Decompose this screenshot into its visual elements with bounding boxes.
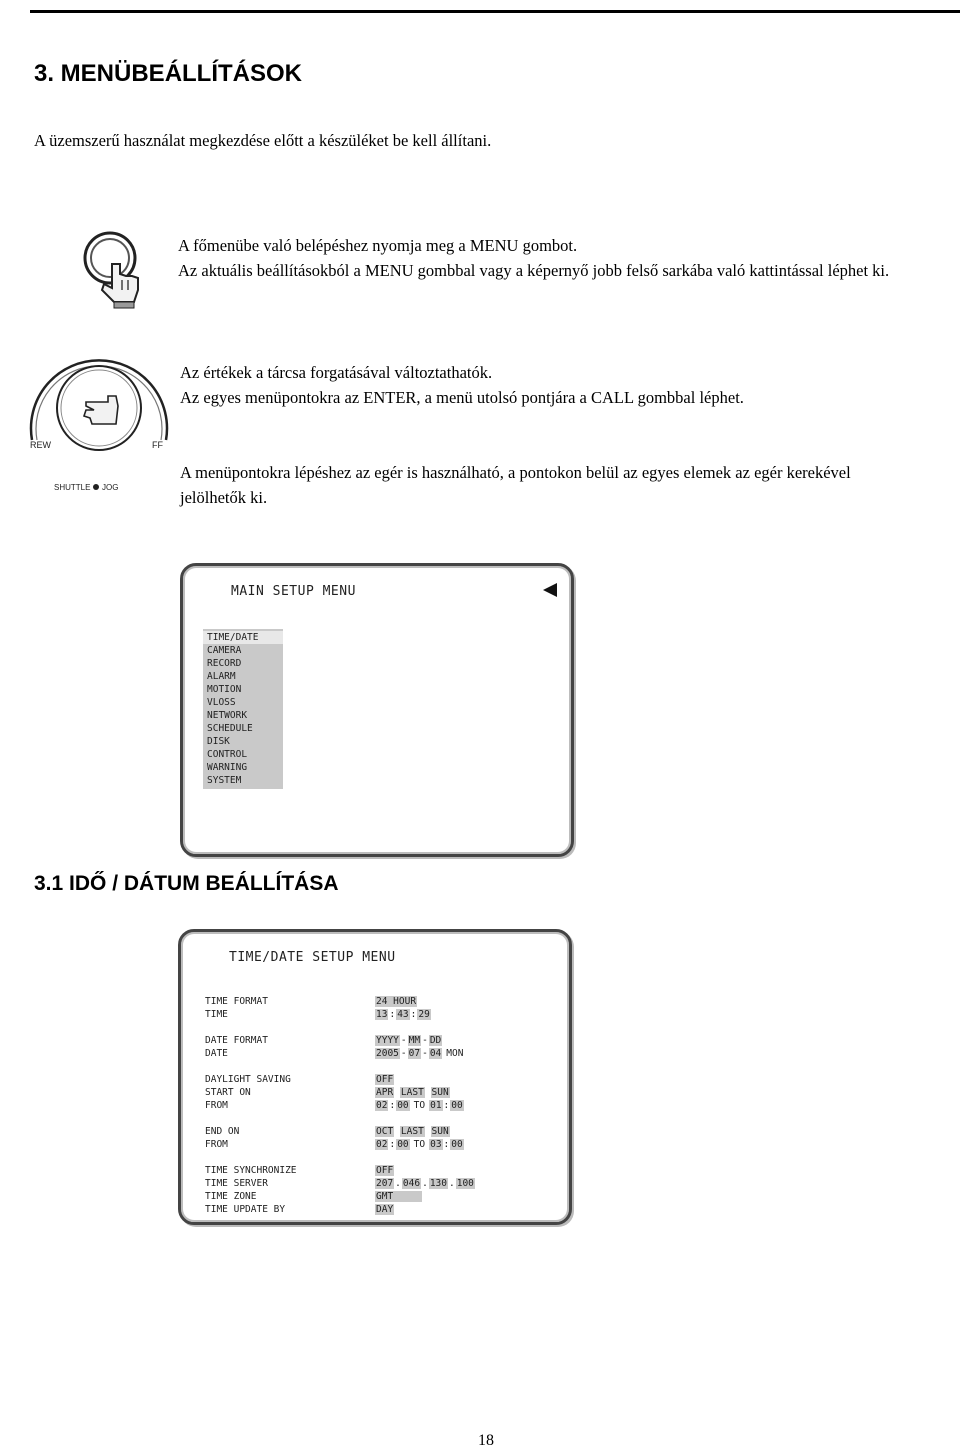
main-menu-title: MAIN SETUP MENU	[231, 584, 356, 599]
menu-item-warning[interactable]: WARNING	[207, 762, 248, 773]
to-end-minute[interactable]: 00	[451, 1139, 463, 1150]
rew-label: REW	[30, 440, 51, 450]
page-number: 18	[478, 1432, 494, 1449]
start-day[interactable]: SUN	[431, 1087, 449, 1098]
zone-value[interactable]: GMT	[376, 1191, 394, 1202]
block1-line2: Az aktuális beállításokból a MENU gombbal vagy a képernyő jobb felső sarkába való kattintással léphet ki.	[178, 261, 890, 280]
menu-item-vloss[interactable]: VLOSS	[207, 697, 236, 708]
to-start-label: TO	[413, 1100, 426, 1111]
date-year[interactable]: 2005	[376, 1048, 399, 1059]
page-heading: 3. MENÜBEÁLLÍTÁSOK	[34, 60, 303, 87]
main-setup-menu-screen	[180, 563, 574, 857]
menu-item-network[interactable]: NETWORK	[207, 710, 248, 721]
main-menu-list	[203, 629, 283, 789]
time-second[interactable]: 29	[418, 1009, 430, 1020]
date-month[interactable]: 07	[408, 1048, 421, 1059]
date-format-year[interactable]: YYYY	[376, 1035, 399, 1046]
block2-line1: Az értékek a tárcsa forgatásával változtathatók.	[180, 363, 493, 382]
menu-item-system[interactable]: SYSTEM	[207, 775, 242, 786]
time-label: TIME	[205, 1009, 228, 1020]
time-minute[interactable]: 43	[397, 1009, 409, 1020]
time-format-value[interactable]: 24 HOUR	[376, 996, 417, 1007]
jog-label: JOG	[102, 483, 119, 492]
date-weekday: MON	[446, 1048, 464, 1059]
to-start-minute[interactable]: 00	[451, 1100, 463, 1111]
sync-label: TIME SYNCHRONIZE	[205, 1165, 297, 1176]
back-arrow-icon[interactable]	[543, 583, 557, 597]
update-label: TIME UPDATE BY	[205, 1204, 286, 1215]
menu-item-motion[interactable]: MOTION	[207, 684, 242, 695]
zone-label: TIME ZONE	[205, 1191, 257, 1202]
jog-dial-icon	[24, 330, 174, 500]
daylight-value[interactable]: OFF	[376, 1074, 394, 1085]
server-label: TIME SERVER	[205, 1178, 268, 1189]
ff-label: FF	[152, 440, 163, 450]
time-format-label: TIME FORMAT	[205, 996, 268, 1007]
block1-line1: A főmenübe való belépéshez nyomja meg a MENU gombot.	[178, 236, 578, 255]
menu-item-disk[interactable]: DISK	[207, 736, 230, 747]
end-on-label: END ON	[205, 1126, 240, 1137]
from-end-label: FROM	[205, 1139, 228, 1150]
start-on-label: START ON	[205, 1087, 251, 1098]
update-value[interactable]: DAY	[376, 1204, 394, 1215]
from-start-label: FROM	[205, 1100, 228, 1111]
time-date-setup-screen: TIME/DATE SETUP MENU TIME FORMAT 24 HOUR TIME 13 : 43 : 29 DATE FORMAT YYYY - MM - DD DATE 2005 - 07 - 04 MON DAYLIGHT SAVING OFF START ON APR LAST SUN FROM 02 : 00 TO 01 : 00 END ON OCT LAST SUN FROM 02 : 00 TO 03 : 00 TIME SYNCHRONIZE OFF TIME SERVER 207 . 046 . 130 . 100 TIME ZONE GMT TIME UPDATE BY DAY	[178, 929, 572, 1225]
intro-text: A üzemszerű használat megkezdése előtt a készüléket be kell állítani.	[34, 131, 492, 150]
date-format-label: DATE FORMAT	[205, 1035, 268, 1046]
menu-item-record[interactable]: RECORD	[207, 658, 242, 669]
date-format-month[interactable]: MM	[408, 1035, 421, 1046]
from-start-hour[interactable]: 02	[376, 1100, 388, 1111]
menu-item-alarm[interactable]: ALARM	[207, 671, 236, 682]
block2-line2: Az egyes menüpontokra az ENTER, a menü utolsó pontjára a CALL gombbal léphet.	[180, 388, 744, 407]
top-rule	[30, 10, 960, 13]
menu-item-schedule[interactable]: SCHEDULE	[207, 723, 253, 734]
start-week[interactable]: LAST	[400, 1087, 424, 1098]
date-day[interactable]: 04	[429, 1048, 442, 1059]
end-month[interactable]: OCT	[376, 1126, 394, 1137]
to-end-label: TO	[413, 1139, 426, 1150]
server-octet-1[interactable]: 207	[376, 1178, 394, 1189]
end-week[interactable]: LAST	[400, 1126, 424, 1137]
start-month[interactable]: APR	[376, 1087, 394, 1098]
to-start-hour[interactable]: 01	[430, 1100, 442, 1111]
server-octet-3[interactable]: 130	[429, 1178, 447, 1189]
shuttle-label: SHUTTLE	[54, 483, 91, 492]
date-format-day[interactable]: DD	[429, 1035, 442, 1046]
daylight-label: DAYLIGHT SAVING	[205, 1074, 291, 1085]
menu-item-camera[interactable]: CAMERA	[207, 645, 242, 656]
sync-value[interactable]: OFF	[376, 1165, 394, 1176]
end-day[interactable]: SUN	[431, 1126, 449, 1137]
time-menu-title: TIME/DATE SETUP MENU	[229, 950, 396, 965]
from-end-minute[interactable]: 00	[397, 1139, 409, 1150]
section-heading: 3.1 IDŐ / DÁTUM BEÁLLÍTÁSA	[34, 872, 339, 895]
from-start-minute[interactable]: 00	[397, 1100, 409, 1111]
date-label: DATE	[205, 1048, 228, 1059]
block1	[178, 233, 938, 283]
menu-item-time-date[interactable]: TIME/DATE	[203, 631, 283, 644]
menu-item-control[interactable]: CONTROL	[207, 749, 248, 760]
block2	[180, 360, 940, 410]
server-octet-2[interactable]: 046	[402, 1178, 421, 1189]
to-end-hour[interactable]: 03	[430, 1139, 442, 1150]
menu-button-icon	[82, 230, 152, 312]
from-end-hour[interactable]: 02	[376, 1139, 388, 1150]
time-hour[interactable]: 13	[376, 1009, 388, 1020]
block3: A menüpontokra lépéshez az egér is használható, a pontokon belül az egyes elemek az egér kerekével jelölhetők ki.	[180, 463, 851, 507]
server-octet-4[interactable]: 100	[456, 1178, 474, 1189]
